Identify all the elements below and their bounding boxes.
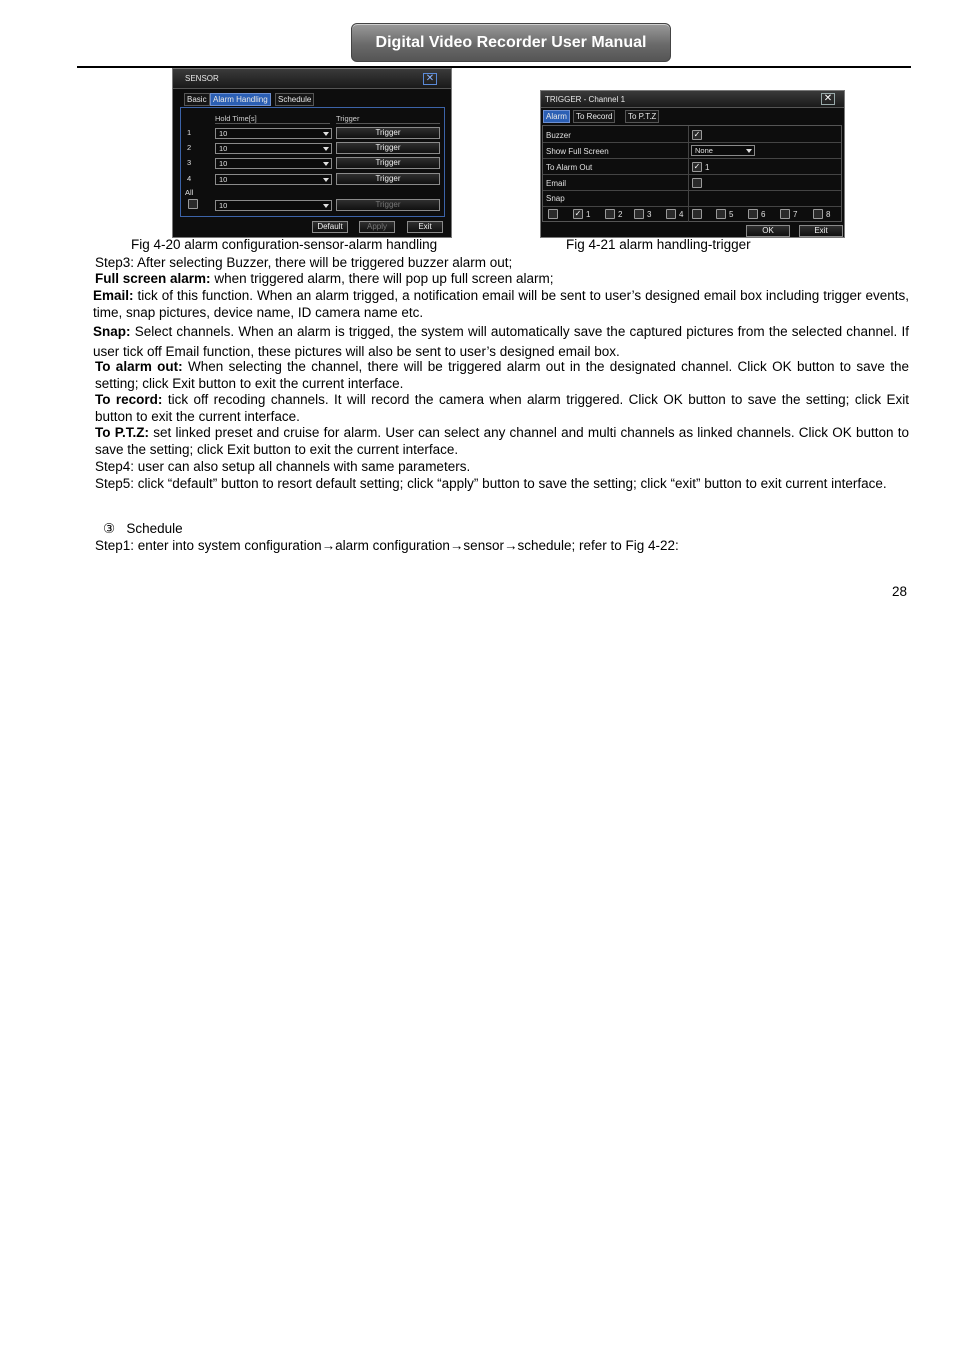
- tab-to-record[interactable]: To Record: [573, 110, 615, 123]
- to-record-text: tick off recoding channels. It will record the camera when alarm triggered. Click OK button to save the setting; click Exit button to exit the current interface.: [95, 392, 909, 424]
- email-term: Email:: [93, 288, 134, 303]
- hold-time-select[interactable]: [215, 143, 332, 154]
- figure-caption: Fig 4-20 alarm configuration-sensor-alarm handling: [131, 237, 438, 252]
- tab-basic[interactable]: Basic: [184, 93, 210, 106]
- grid-row-line: [543, 190, 841, 191]
- hold-time-value: 10: [219, 144, 228, 153]
- trigger-button[interactable]: Trigger: [336, 157, 440, 169]
- chevron-down-icon: [323, 162, 329, 166]
- snap-label: Snap: [546, 194, 565, 203]
- sensor-window: [172, 68, 452, 238]
- email-text: tick of this function. When an alarm trigged, a notification email will be sent to user’s designed email box including trigger events, time, snap pictures, device name, ID camera name etc.: [93, 288, 909, 320]
- hold-time-value: 10: [219, 159, 228, 168]
- chevron-down-icon: [323, 132, 329, 136]
- manual-title-badge: Digital Video Recorder User Manual: [351, 23, 671, 62]
- default-button[interactable]: Default: [312, 221, 348, 233]
- exit-button[interactable]: Exit: [407, 221, 443, 233]
- snap-channel-number: 7: [793, 210, 798, 219]
- grid-row-line: [543, 174, 841, 175]
- to-ptz-text: set linked preset and cruise for alarm. User can select any channel and multi channels as linked channels. Click OK button to save the setting; click Exit button to exit the current interface.: [95, 425, 910, 457]
- snap-channel-checkbox[interactable]: [748, 209, 758, 219]
- buzzer-label: Buzzer: [546, 131, 571, 140]
- snap-channel-number: 1: [586, 210, 591, 219]
- all-hold-time-select[interactable]: [215, 200, 332, 211]
- snap-channel-number: 8: [826, 210, 831, 219]
- alarm-out-paragraph: [95, 358, 909, 392]
- buzzer-checkbox[interactable]: ✓: [693, 130, 701, 139]
- tab-schedule[interactable]: Schedule: [275, 93, 314, 106]
- email-checkbox[interactable]: [692, 178, 702, 188]
- step4-text: Step4: user can also setup all channels with same parameters.: [95, 459, 471, 474]
- snap-channel-number: 6: [761, 210, 766, 219]
- email-label: Email: [546, 179, 567, 188]
- alarm-handling-panel: [180, 107, 445, 217]
- snap-channel-checkbox[interactable]: [780, 209, 790, 219]
- row-number: 4: [187, 174, 192, 183]
- full-screen-alarm-term: Full screen alarm:: [95, 271, 211, 286]
- row-number: 1: [187, 128, 192, 137]
- full-screen-select[interactable]: [691, 145, 755, 156]
- grid-row-line: [543, 142, 841, 143]
- snap-channel-checkbox[interactable]: [666, 209, 676, 219]
- alarm-out-text: When selecting the channel, there will be triggered alarm out in the designated channel. Click OK button to save the setting; click Exit button to exit the current interface.: [95, 359, 909, 391]
- to-ptz-term: To P.T.Z:: [95, 425, 149, 440]
- trigger-button[interactable]: Trigger: [336, 142, 440, 154]
- hold-time-select[interactable]: [215, 128, 332, 139]
- snap-channel-checkbox[interactable]: [634, 209, 644, 219]
- snap-channel-number: 5: [729, 210, 734, 219]
- column-header-hold-time: Hold Time[s]: [215, 114, 330, 124]
- snap-term: Snap:: [93, 324, 131, 339]
- snap-channel-number: 4: [679, 210, 684, 219]
- snap-channel-checkbox[interactable]: [813, 209, 823, 219]
- row-number: 2: [187, 143, 192, 152]
- close-icon[interactable]: ✕: [423, 73, 437, 85]
- close-icon[interactable]: ✕: [821, 93, 835, 105]
- snap-channel-number: 3: [647, 210, 652, 219]
- step5-text: Step5: click “default” button to resort default setting; click “apply” button to save the setting; click “exit” button to exit current interface.: [95, 476, 887, 491]
- alarm-out-channel: 1: [705, 163, 710, 172]
- trigger-button[interactable]: Trigger: [336, 173, 440, 185]
- column-header-trigger: Trigger: [336, 114, 440, 124]
- full-screen-alarm-text: when triggered alarm, there will pop up full screen alarm;: [210, 271, 554, 286]
- all-checkbox[interactable]: [188, 199, 198, 209]
- alarm-out-checkbox[interactable]: ✓: [693, 162, 701, 171]
- chevron-down-icon: [323, 147, 329, 151]
- hold-time-value: 10: [219, 129, 228, 138]
- chevron-down-icon: [323, 178, 329, 182]
- trigger-button[interactable]: Trigger: [336, 127, 440, 139]
- hold-time-select[interactable]: [215, 174, 332, 185]
- snap-channel-checkbox[interactable]: [605, 209, 615, 219]
- all-hold-time-value: 10: [219, 201, 228, 210]
- full-screen-alarm-paragraph: [95, 270, 553, 287]
- snap-paragraph: [93, 322, 909, 362]
- alarm-settings-panel: [542, 125, 842, 222]
- grid-row-line: [543, 206, 841, 207]
- snap-text: Select channels. When an alarm is trigged, the system will automatically save the captured pictures from the selected channel. If user tick off Email function, these pictures will also be sent to user’s designed email box.: [93, 324, 909, 359]
- row-number: 3: [187, 158, 192, 167]
- apply-button[interactable]: Apply: [359, 221, 395, 233]
- email-paragraph: [93, 287, 909, 321]
- sensor-window-title: SENSOR: [185, 74, 219, 83]
- step3-text: Step3: After selecting Buzzer, there will be triggered buzzer alarm out;: [95, 255, 513, 270]
- trigger-window-title: TRIGGER - Channel 1: [545, 95, 626, 104]
- to-record-term: To record:: [95, 392, 163, 407]
- hold-time-select[interactable]: [215, 158, 332, 169]
- to-alarm-out-label: To Alarm Out: [546, 163, 593, 172]
- snap-channel-checkbox[interactable]: [716, 209, 726, 219]
- schedule-step1-text: Step1: enter into system configuration→alarm configuration→sensor→schedule; refer to Fig 4-22:: [95, 538, 679, 553]
- tab-alarm-handling[interactable]: Alarm Handling: [210, 93, 271, 106]
- tab-alarm[interactable]: Alarm: [543, 110, 570, 123]
- grid-row-line: [543, 158, 841, 159]
- exit-button[interactable]: Exit: [799, 225, 843, 237]
- sensor-titlebar: [173, 69, 451, 89]
- chevron-down-icon: [323, 204, 329, 208]
- snap-channel-checkbox[interactable]: [692, 209, 702, 219]
- alarm-out-term: To alarm out:: [95, 359, 183, 374]
- figure-caption: Fig 4-21 alarm handling-trigger: [566, 237, 751, 252]
- ok-button[interactable]: OK: [746, 225, 790, 237]
- snap-select-all-checkbox[interactable]: [548, 209, 558, 219]
- all-label: All: [185, 188, 194, 197]
- trigger-titlebar: [541, 91, 844, 108]
- tab-to-ptz[interactable]: To P.T.Z: [625, 110, 659, 123]
- schedule-heading: ③ Schedule: [103, 521, 183, 536]
- all-trigger-button[interactable]: Trigger: [336, 199, 440, 211]
- page-number: 28: [892, 584, 908, 599]
- hold-time-value: 10: [219, 175, 228, 184]
- chevron-down-icon: [746, 149, 752, 153]
- snap-channel-number: 2: [618, 210, 623, 219]
- to-ptz-paragraph: [95, 424, 909, 458]
- to-record-paragraph: [95, 391, 909, 425]
- trigger-window: [540, 90, 845, 238]
- snap-channel-checkbox[interactable]: ✓: [574, 209, 582, 218]
- full-screen-value: None: [695, 146, 713, 155]
- show-full-screen-label: Show Full Screen: [546, 147, 609, 156]
